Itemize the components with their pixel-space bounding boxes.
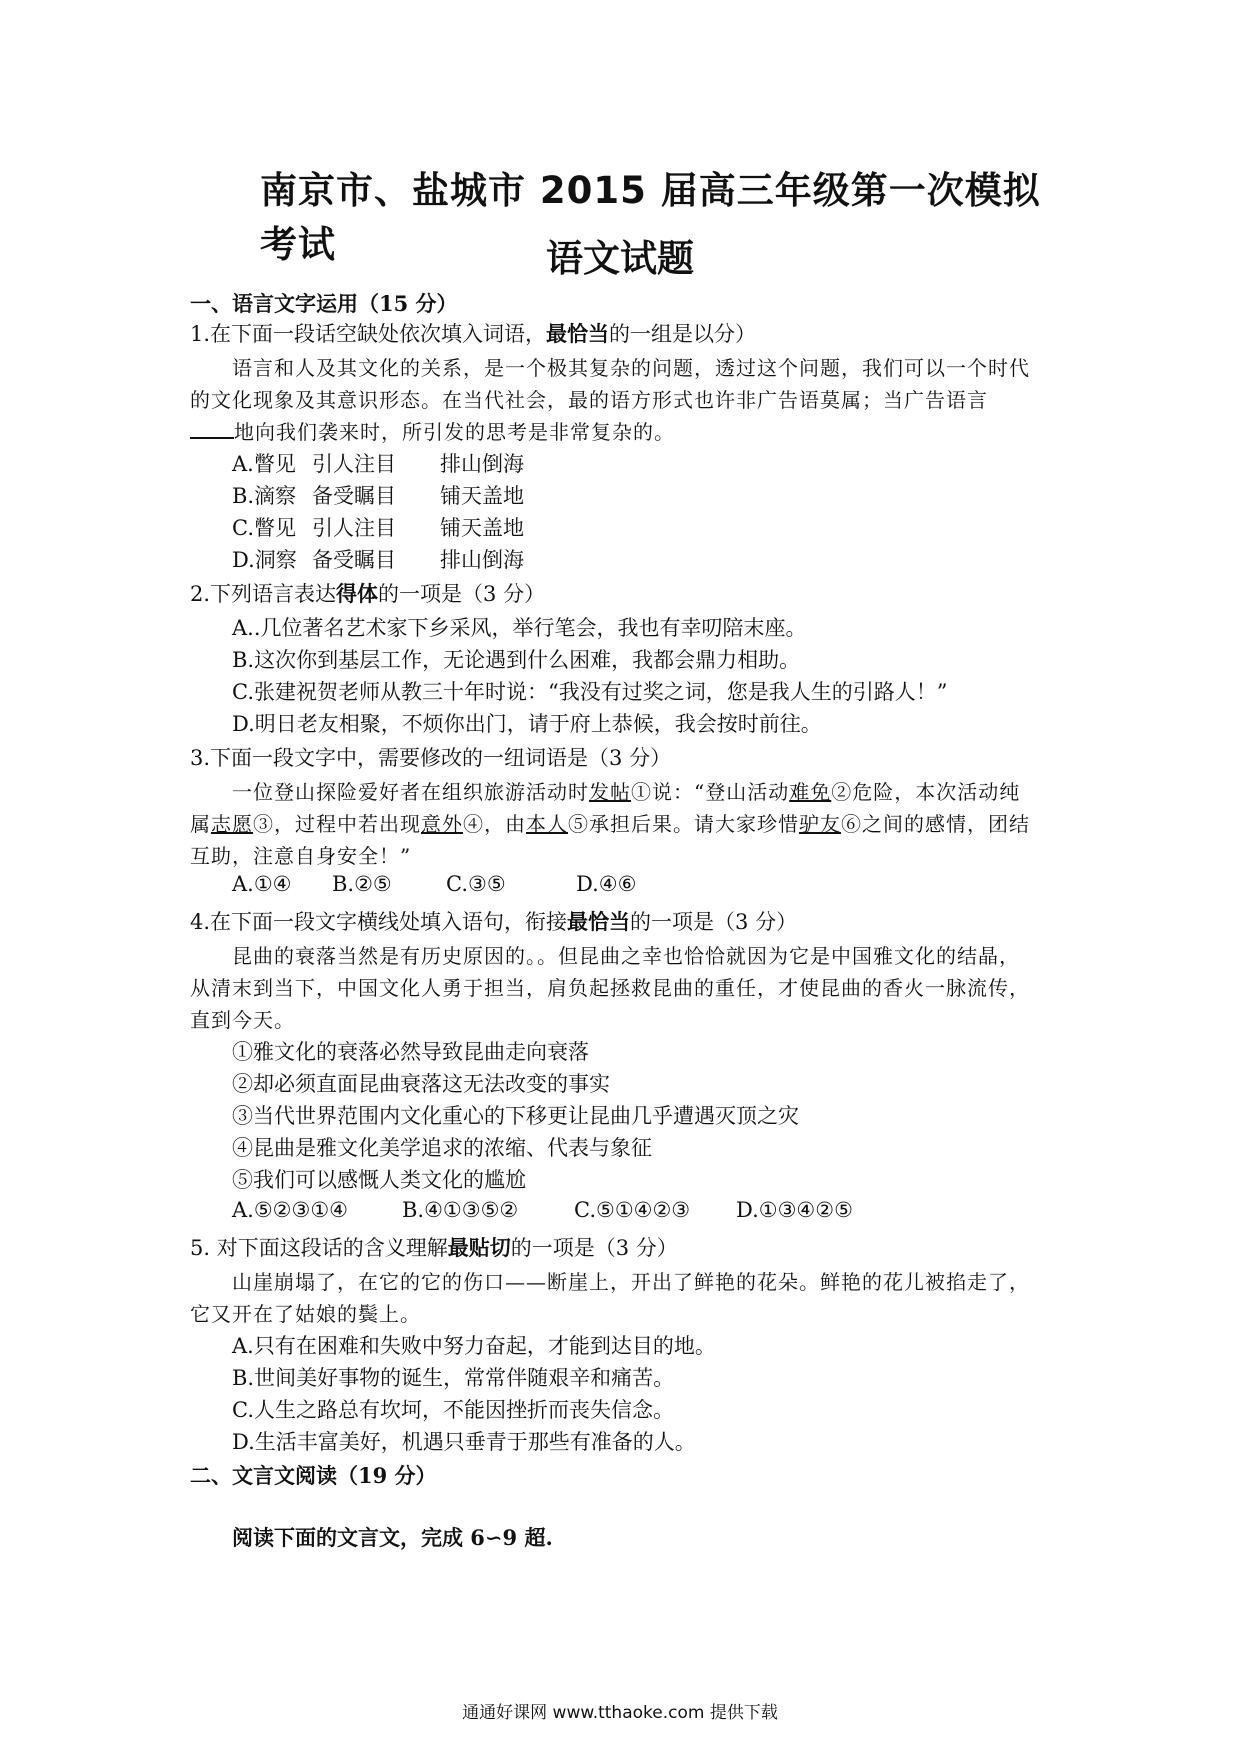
passage-line: 它又开在了姑娘的鬓上。 — [190, 1302, 421, 1326]
option-word: 引人注目 — [312, 452, 396, 476]
question-5-emphasis: 最贴切 — [447, 1235, 511, 1260]
option-c: C.⑤①④②③ — [574, 1198, 691, 1222]
question-1-stem — [190, 318, 756, 348]
question-4-stem-text: 4.在下面一段文字横线处填入语句，衔接 — [190, 910, 568, 934]
question-4-stem-tail: 的一项是（3 分） — [630, 910, 798, 934]
option-row — [232, 448, 524, 480]
question-4-emphasis: 最恰当 — [567, 909, 631, 934]
reading-instructions: 阅读下面的文言文，完成 6∽9 超. — [232, 1525, 553, 1550]
option-a: A.①④ — [232, 872, 292, 896]
option-a: A.⑤②③①④ — [232, 1198, 348, 1222]
question-3-stem: 3.下面一段文字中，需要修改的一纽词语是（3 分） — [190, 746, 672, 770]
list-item: ①雅文化的衰落必然导致昆曲走向衰落 — [232, 1040, 589, 1064]
passage-line: 从清末到当下，中国文化人勇于担当，肩负起拯救昆曲的重任，才使昆曲的香火一脉流传， — [190, 976, 1030, 1000]
list-item: ③当代世界范围内文化重心的下移更让昆曲几乎遭遇灭顶之灾 — [232, 1104, 799, 1128]
underlined-word: 发帖 — [589, 780, 631, 804]
question-5-stem-text: 5. 对下面这段话的含义理解 — [190, 1236, 448, 1260]
option-row — [232, 544, 524, 576]
list-item: ②却必须直面昆曲衰落这无法改变的事实 — [232, 1072, 610, 1096]
question-2-stem-text: 2.下列语言表达 — [190, 582, 337, 606]
option-word: 铺天盖地 — [440, 484, 524, 508]
question-1-stem-tail: 的一组是以分） — [609, 322, 757, 346]
question-4-passage — [190, 940, 1050, 1036]
passage-line: 昆曲的衰落当然是有历史原因的。。但昆曲之幸也恰恰就因为它是中国雅文化的结晶， — [232, 944, 1020, 968]
section-1-heading: 一、语言文字运用（15 分） — [190, 291, 458, 316]
option-a: A.只有在困难和失败中努力奋起，才能到达目的地。 — [232, 1334, 716, 1358]
passage-line: 语言和人及其文化的关系，是一个极其复杂的问题，透过这个问题，我们可以一个时代 — [232, 356, 1030, 380]
option-c: C.张建祝贺老师从教三十年时说：“我没有过奖之词，您是我人生的引路人！” — [232, 680, 948, 704]
underlined-word: 本人 — [526, 812, 568, 836]
question-5-options — [232, 1330, 716, 1458]
passage-text: ②危险，本次活动纯 — [831, 780, 1021, 804]
question-2-stem — [190, 578, 545, 608]
question-5-passage — [190, 1266, 1050, 1330]
passage-line: 互助，注意自身安全！” — [190, 844, 412, 868]
passage-text: ①说：“登山活动 — [631, 780, 790, 804]
list-item: ④昆曲是雅文化美学追求的浓缩、代表与象征 — [232, 1136, 652, 1160]
option-d: D.④⑥ — [576, 872, 637, 896]
question-1-options — [232, 448, 524, 576]
option-word: D.洞察 — [232, 548, 297, 572]
passage-line — [190, 808, 1050, 840]
question-3-passage — [190, 776, 1050, 872]
page-footer: 通通好课网 www.tthaoke.com 提供下载 — [462, 1703, 778, 1723]
option-c: C.③⑤ — [446, 872, 506, 896]
passage-text: ⑤承担后果。请大家珍惜 — [568, 812, 799, 836]
question-4-stem — [190, 906, 797, 936]
option-word: 排山倒海 — [440, 452, 524, 476]
option-word: C.瞥见 — [232, 516, 296, 540]
option-d: D.明日老友相聚，不烦你出门，请于府上恭候，我会按时前往。 — [232, 712, 822, 736]
option-b: B.②⑤ — [332, 872, 392, 896]
question-5-stem-tail: 的一项是（3 分） — [510, 1236, 678, 1260]
option-b: B.这次你到基层工作，无论遇到什么困难，我都会鼎力相助。 — [232, 648, 801, 672]
section-2-heading: 二、文言文阅读（19 分） — [190, 1463, 437, 1488]
option-row — [232, 512, 524, 544]
option-word: B.滴察 — [232, 484, 297, 508]
question-2-stem-tail: 的一项是（3 分） — [378, 582, 546, 606]
question-4-options — [232, 1198, 853, 1222]
question-1-emphasis: 最恰当 — [546, 321, 610, 346]
passage-line-text: 地向我们袭来时，所引发的思考是非常复杂的。 — [234, 420, 675, 444]
underlined-word: 意外 — [421, 812, 463, 836]
option-word: 排山倒海 — [440, 548, 524, 572]
question-4-items — [232, 1036, 799, 1196]
list-item: ⑤我们可以感慨人类文化的尴尬 — [232, 1168, 526, 1192]
passage-text: ④，由 — [463, 812, 526, 836]
question-2-options — [232, 612, 947, 740]
underlined-word: 驴友 — [799, 812, 841, 836]
exam-subtitle: 语文试题 — [546, 237, 694, 280]
option-d: D.①③④②⑤ — [736, 1198, 853, 1222]
passage-text: 属 — [190, 812, 211, 836]
option-b: B.④①③⑤② — [402, 1198, 519, 1222]
passage-text: ⑥之间的感情，团结 — [841, 812, 1030, 836]
option-word: A.瞥见 — [232, 452, 296, 476]
question-3-options — [232, 872, 636, 896]
underlined-word: 难免 — [789, 780, 832, 804]
exam-title: 南京市、盐城市 2015 届高三年级第一次模拟考试 — [260, 169, 1041, 266]
option-c: C.人生之路总有坎坷，不能因挫折而丧失信念。 — [232, 1398, 674, 1422]
passage-text: ③，过程中若出现 — [253, 812, 421, 836]
passage-text: 一位登山探险爱好者在组织旅游活动时 — [232, 780, 589, 804]
option-word: 引人注目 — [312, 516, 396, 540]
option-a: A..几位著名艺术家下乡采风，举行笔会，我也有幸叨陪末座。 — [232, 616, 807, 640]
fill-blank — [190, 419, 234, 439]
option-word: 备受瞩目 — [312, 548, 396, 572]
question-5-stem — [190, 1232, 678, 1262]
passage-line — [190, 416, 1050, 448]
option-d: D.生活丰富美好，机遇只垂青于那些有准备的人。 — [232, 1430, 696, 1454]
option-word: 铺天盖地 — [440, 516, 524, 540]
passage-line — [190, 776, 1050, 808]
underlined-word: 志愿 — [211, 812, 253, 836]
passage-line: 山崖崩塌了，在它的它的伤口——断崖上，开出了鲜艳的花朵。鲜艳的花儿被掐走了， — [232, 1270, 1030, 1294]
question-1-passage — [190, 352, 1050, 448]
option-b: B.世间美好事物的诞生，常常伴随艰辛和痛苦。 — [232, 1366, 675, 1390]
question-2-emphasis: 得体 — [336, 581, 379, 606]
passage-line: 直到今天。 — [190, 1008, 295, 1032]
option-row — [232, 480, 524, 512]
passage-line: 的文化现象及其意识形态。在当代社会，最的语方形式也许非广告语莫属；当广告语言 — [190, 388, 988, 412]
question-1-stem-text: 1.在下面一段话空缺处依次填入词语， — [190, 322, 547, 346]
option-word: 备受瞩目 — [312, 484, 396, 508]
